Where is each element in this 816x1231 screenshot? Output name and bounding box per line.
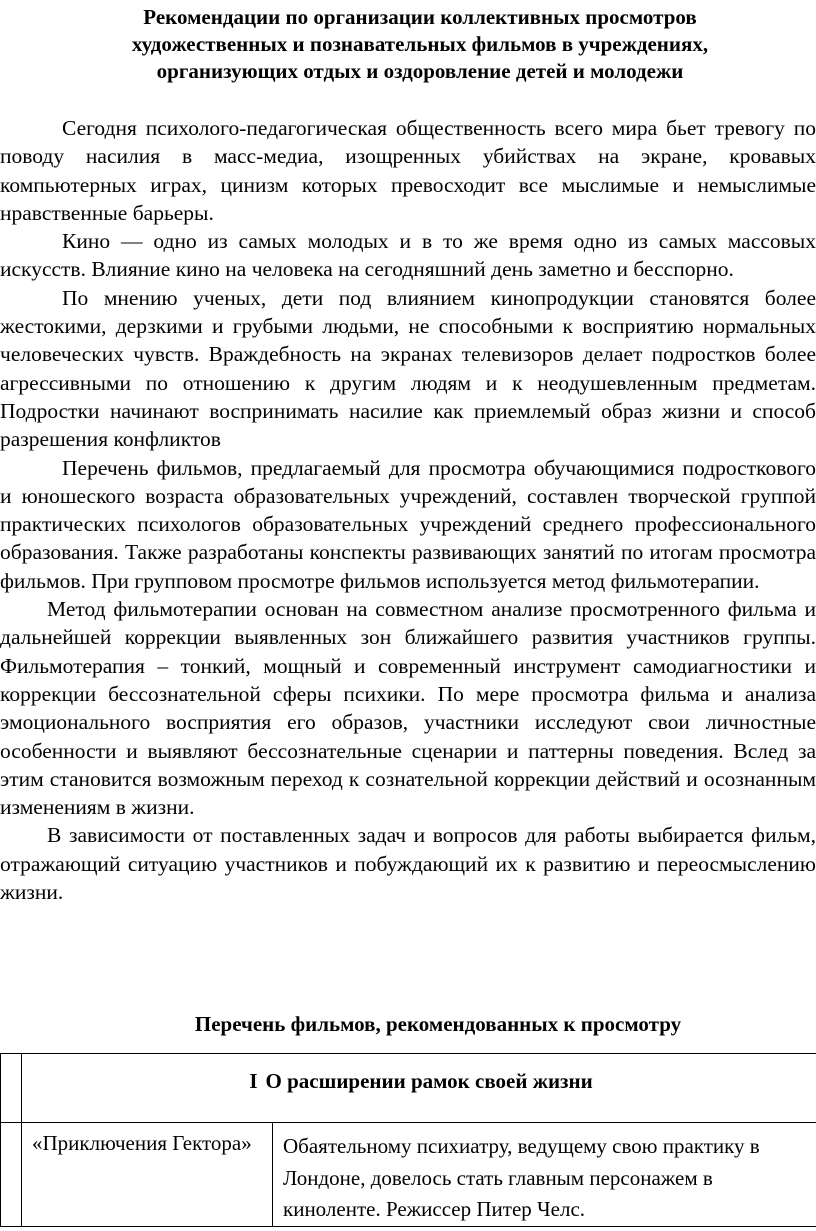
film-list-heading: Перечень фильмов, рекомендованных к просмотру <box>194 1012 682 1036</box>
film-title: «Приключения Гектора» <box>22 1123 273 1227</box>
section-title: О расширении рамок своей жизни <box>265 1069 593 1093</box>
films-table <box>0 1053 816 1227</box>
table-section-row <box>1 1054 816 1123</box>
paragraph-cinema: Кино — одно из самых молодых и в то же время одно из самых массовых искусств. Влияние кино на человека на сегодняшний день заметно и бесспорно. <box>0 229 816 282</box>
document-title <box>40 4 800 85</box>
title-line: Рекомендации по организации коллективных просмотров <box>143 5 697 29</box>
section-number: I <box>249 1069 258 1093</box>
table-row <box>1 1123 816 1227</box>
paragraph-filmtherapy: Метод фильмотерапии основан на совместном анализе просмотренного фильма и дальнейшей коррекции выявленных зон ближайшего развития участников группы. Фильмотерапия – тонкий, мощный и современный инструмент самодиагностики и коррекции бессознательной сферы психики. По мере просмотра фильма и анализа эмоционального восприятия его образов, участники исследуют свои личностные особенности и выявляют бессознательные сценарии и паттерны поведения. Вслед за этим становится возможным переход к сознательной коррекции действий и осознанным изменениям в жизни. <box>0 597 816 820</box>
paragraph-intro: Сегодня психолого-педагогическая общественность всего мира бьет тревогу по поводу насилия в масс-медиа, изощренных убийствах на экране, кровавых компьютерных играх, цинизм которых превосходит все мыслимые и немыслимые нравственные барьеры. <box>0 116 816 225</box>
title-line: художественных и познавательных фильмов в учреждениях, <box>131 32 709 56</box>
title-line: организующих отдых и оздоровление детей и молодежи <box>156 59 684 83</box>
section-header <box>22 1054 816 1123</box>
table-cell-blank <box>1 1054 22 1123</box>
paragraph-film-list: Перечень фильмов, предлагаемый для просмотра обучающимися подросткового и юношеского возраста образовательных учреждений, составлен творческой группой практических психологов образовательных учреждений среднего профессионального образования. Также разработаны конспекты развивающих занятий по итогам просмотра фильмов. При групповом просмотре фильмов используется метод фильмотерапии. <box>0 455 816 593</box>
table-cell-blank <box>1 1123 22 1227</box>
body-text <box>0 114 816 906</box>
paragraph-selection: В зависимости от поставленных задач и вопросов для работы выбирается фильм, отражающий ситуацию участников и побуждающий их к развитию и переосмыслению жизни. <box>0 823 816 905</box>
paragraph-scientists: По мнению ученых, дети под влиянием кинопродукции становятся более жестокими, дерзкими и грубыми людьми, не способными к восприятию нормальных человеческих чувств. Враждебность на экранах телевизоров делает подростков более агрессивными по отношению к другим людям и к неодушевленным предметам. Подростки начинают воспринимать насилие как приемлемый образ жизни и способ разрешения конфликтов <box>0 285 816 452</box>
film-description: Обаятельному психиатру, ведущему свою практику в Лондоне, довелось стать главным персонажем в киноленте. Режиссер Питер Челс. <box>273 1123 816 1227</box>
